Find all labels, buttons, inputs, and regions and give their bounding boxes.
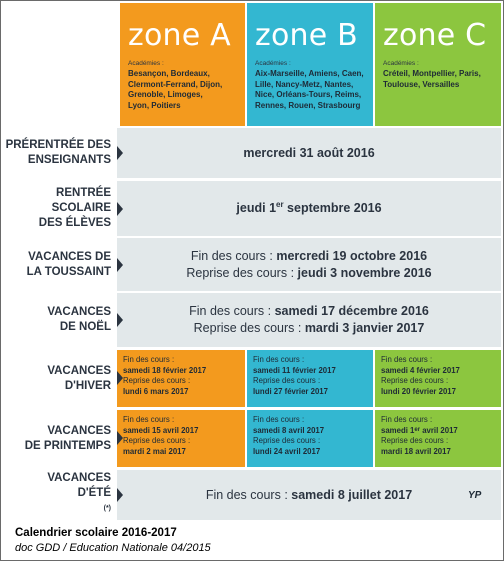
row-label-line: VACANCES [47,364,111,377]
academies-line: Aix-Marseille, Amiens, Caen, [255,69,364,78]
row-label-line: LA TOUSSAINT [26,265,111,278]
fin-value: mercredi 19 octobre 2016 [276,248,428,263]
fin-value: samedi 15 avril 2017 [123,425,199,435]
figure-caption: Calendrier scolaire 2016-2017 [15,527,177,539]
fin-value: samedi 18 février 2017 [123,365,207,375]
reprise-value: lundi 24 avril 2017 [253,446,321,456]
date-ordinal: er [414,426,421,433]
date-part: jeudi 1 [236,201,277,215]
row-arrow-icon [117,431,123,445]
reprise-value: lundi 6 mars 2017 [123,386,189,396]
row-label-line: PRÉRENTRÉE DES [5,139,111,151]
footnote-marker: (*) [103,504,111,512]
date-part: avril 2017 [420,425,458,435]
zone-c-academies-label: Académies : [383,60,419,67]
fin-key: Fin des cours : [123,415,175,424]
printemps-zone-c-cell [375,410,501,467]
reprise-key: Reprise des cours : [381,376,449,385]
reprise-value: lundi 27 février 2017 [253,386,328,396]
reprise-value: mardi 2 mai 2017 [123,446,186,456]
row-label-line: VACANCES DE [28,250,111,263]
academies-line: Lille, Nancy-Metz, Nantes, [255,79,354,89]
prerentree-date: mercredi 31 août 2016 [243,145,375,160]
fin-value: samedi 8 juillet 2017 [291,487,413,502]
reprise-key: Reprise des cours : [123,436,191,445]
fin-value: samedi 8 avril 2017 [253,425,325,435]
fin-key: Fin des cours : [189,304,275,318]
toussaint-reprise [186,265,431,282]
zone-a-header [120,3,245,126]
fin-value [381,426,501,437]
hiver-zone-c-cell [375,350,501,407]
fin-key: Fin des cours : [253,415,305,424]
reprise-key: Reprise des cours : [381,436,449,445]
academies-line: Rennes, Rouen, Strasbourg [255,100,361,110]
row-label-line: DE NOËL [59,321,111,333]
zone-b-academies [247,67,373,111]
fin-key: Fin des cours : [123,355,175,364]
row-label-rentree [1,181,115,236]
row-label-ete [1,470,115,520]
row-label-line: SCOLAIRE [51,202,111,214]
academies-line: Toulouse, Versailles [383,79,460,89]
reprise-value: lundi 20 février 2017 [381,386,456,396]
fin-value: samedi 17 décembre 2016 [274,304,429,318]
academies-line: Nice, Orléans-Tours, Reims, [255,90,362,99]
date-part: samedi 1 [381,425,415,435]
reprise-key: Reprise des cours : [253,376,321,385]
row-bar-ete [117,470,501,520]
fin-key: Fin des cours : [253,355,305,364]
zone-c-academies [375,67,501,90]
hiver-zone-a-cell [117,350,245,407]
fin-key: Fin des cours : [205,487,292,502]
academies-line: Besançon, Bordeaux, [128,69,210,78]
reprise-value: mardi 18 avril 2017 [381,446,451,456]
row-label-line: VACANCES [47,424,111,437]
row-label-toussaint [1,238,115,291]
row-label-line [47,486,111,520]
row-label-line: ENSEIGNANTS [27,154,111,166]
printemps-zone-a-cell [117,410,245,467]
zone-c-title: zone C [383,18,487,53]
fin-value: samedi 11 février 2017 [253,365,336,375]
printemps-zone-b-cell [247,410,373,467]
row-bar-prerentree [117,128,501,178]
academies-line: Grenoble, Limoges, [128,90,203,99]
row-bar-noel [117,293,501,347]
reprise-key: Reprise des cours : [123,376,191,385]
reprise-key: Reprise des cours : [193,321,305,335]
zone-b-header [247,3,373,126]
row-label-line: VACANCES [47,306,111,318]
row-label-text: D'ÉTÉ [77,486,111,499]
fin-key: Fin des cours : [381,415,433,424]
reprise-value: jeudi 3 novembre 2016 [297,265,432,280]
row-bar-toussaint [117,238,501,291]
watermark-initials: YP [468,490,482,501]
row-label-line: DE PRINTEMPS [24,439,111,452]
academies-line: Créteil, Montpellier, Paris, [383,69,481,78]
academies-line: Lyon, Poitiers [128,100,181,110]
noel-reprise [194,320,425,337]
fin-key: Fin des cours : [190,248,277,263]
toussaint-fin [191,248,427,265]
hiver-zone-b-cell [247,350,373,407]
academies-line: Clermont-Ferrand, Dijon, [128,79,223,89]
reprise-key: Reprise des cours : [186,265,298,280]
zone-a-academies [120,67,245,111]
date-ordinal: er [276,200,284,209]
reprise-value: mardi 3 janvier 2017 [304,321,425,335]
row-arrow-icon [117,371,123,385]
row-label-hiver [1,350,115,407]
zone-a-academies-label: Académies : [128,60,164,67]
row-label-line: D'HIVER [64,379,111,392]
zone-a-title: zone A [128,18,231,53]
row-label-noel [1,293,115,347]
row-label-line: RENTRÉE [56,187,111,199]
reprise-key: Reprise des cours : [253,436,321,445]
row-label-prerentree [1,128,115,178]
ete-fin [206,487,412,504]
row-bar-rentree [117,181,501,236]
fin-value: samedi 4 février 2017 [381,365,460,375]
row-label-line: DES ÉLÈVES [38,217,111,229]
noel-fin [189,303,429,320]
zone-c-header [375,3,501,126]
row-label-printemps [1,410,115,467]
zone-b-academies-label: Académies : [255,60,291,67]
fin-key: Fin des cours : [381,355,433,364]
rentree-date [236,200,381,217]
zone-b-title: zone B [255,18,358,53]
date-part: septembre 2016 [283,201,382,215]
row-label-line: VACANCES [47,471,111,484]
figure-source: doc GDD / Education Nationale 04/2015 [15,542,211,554]
